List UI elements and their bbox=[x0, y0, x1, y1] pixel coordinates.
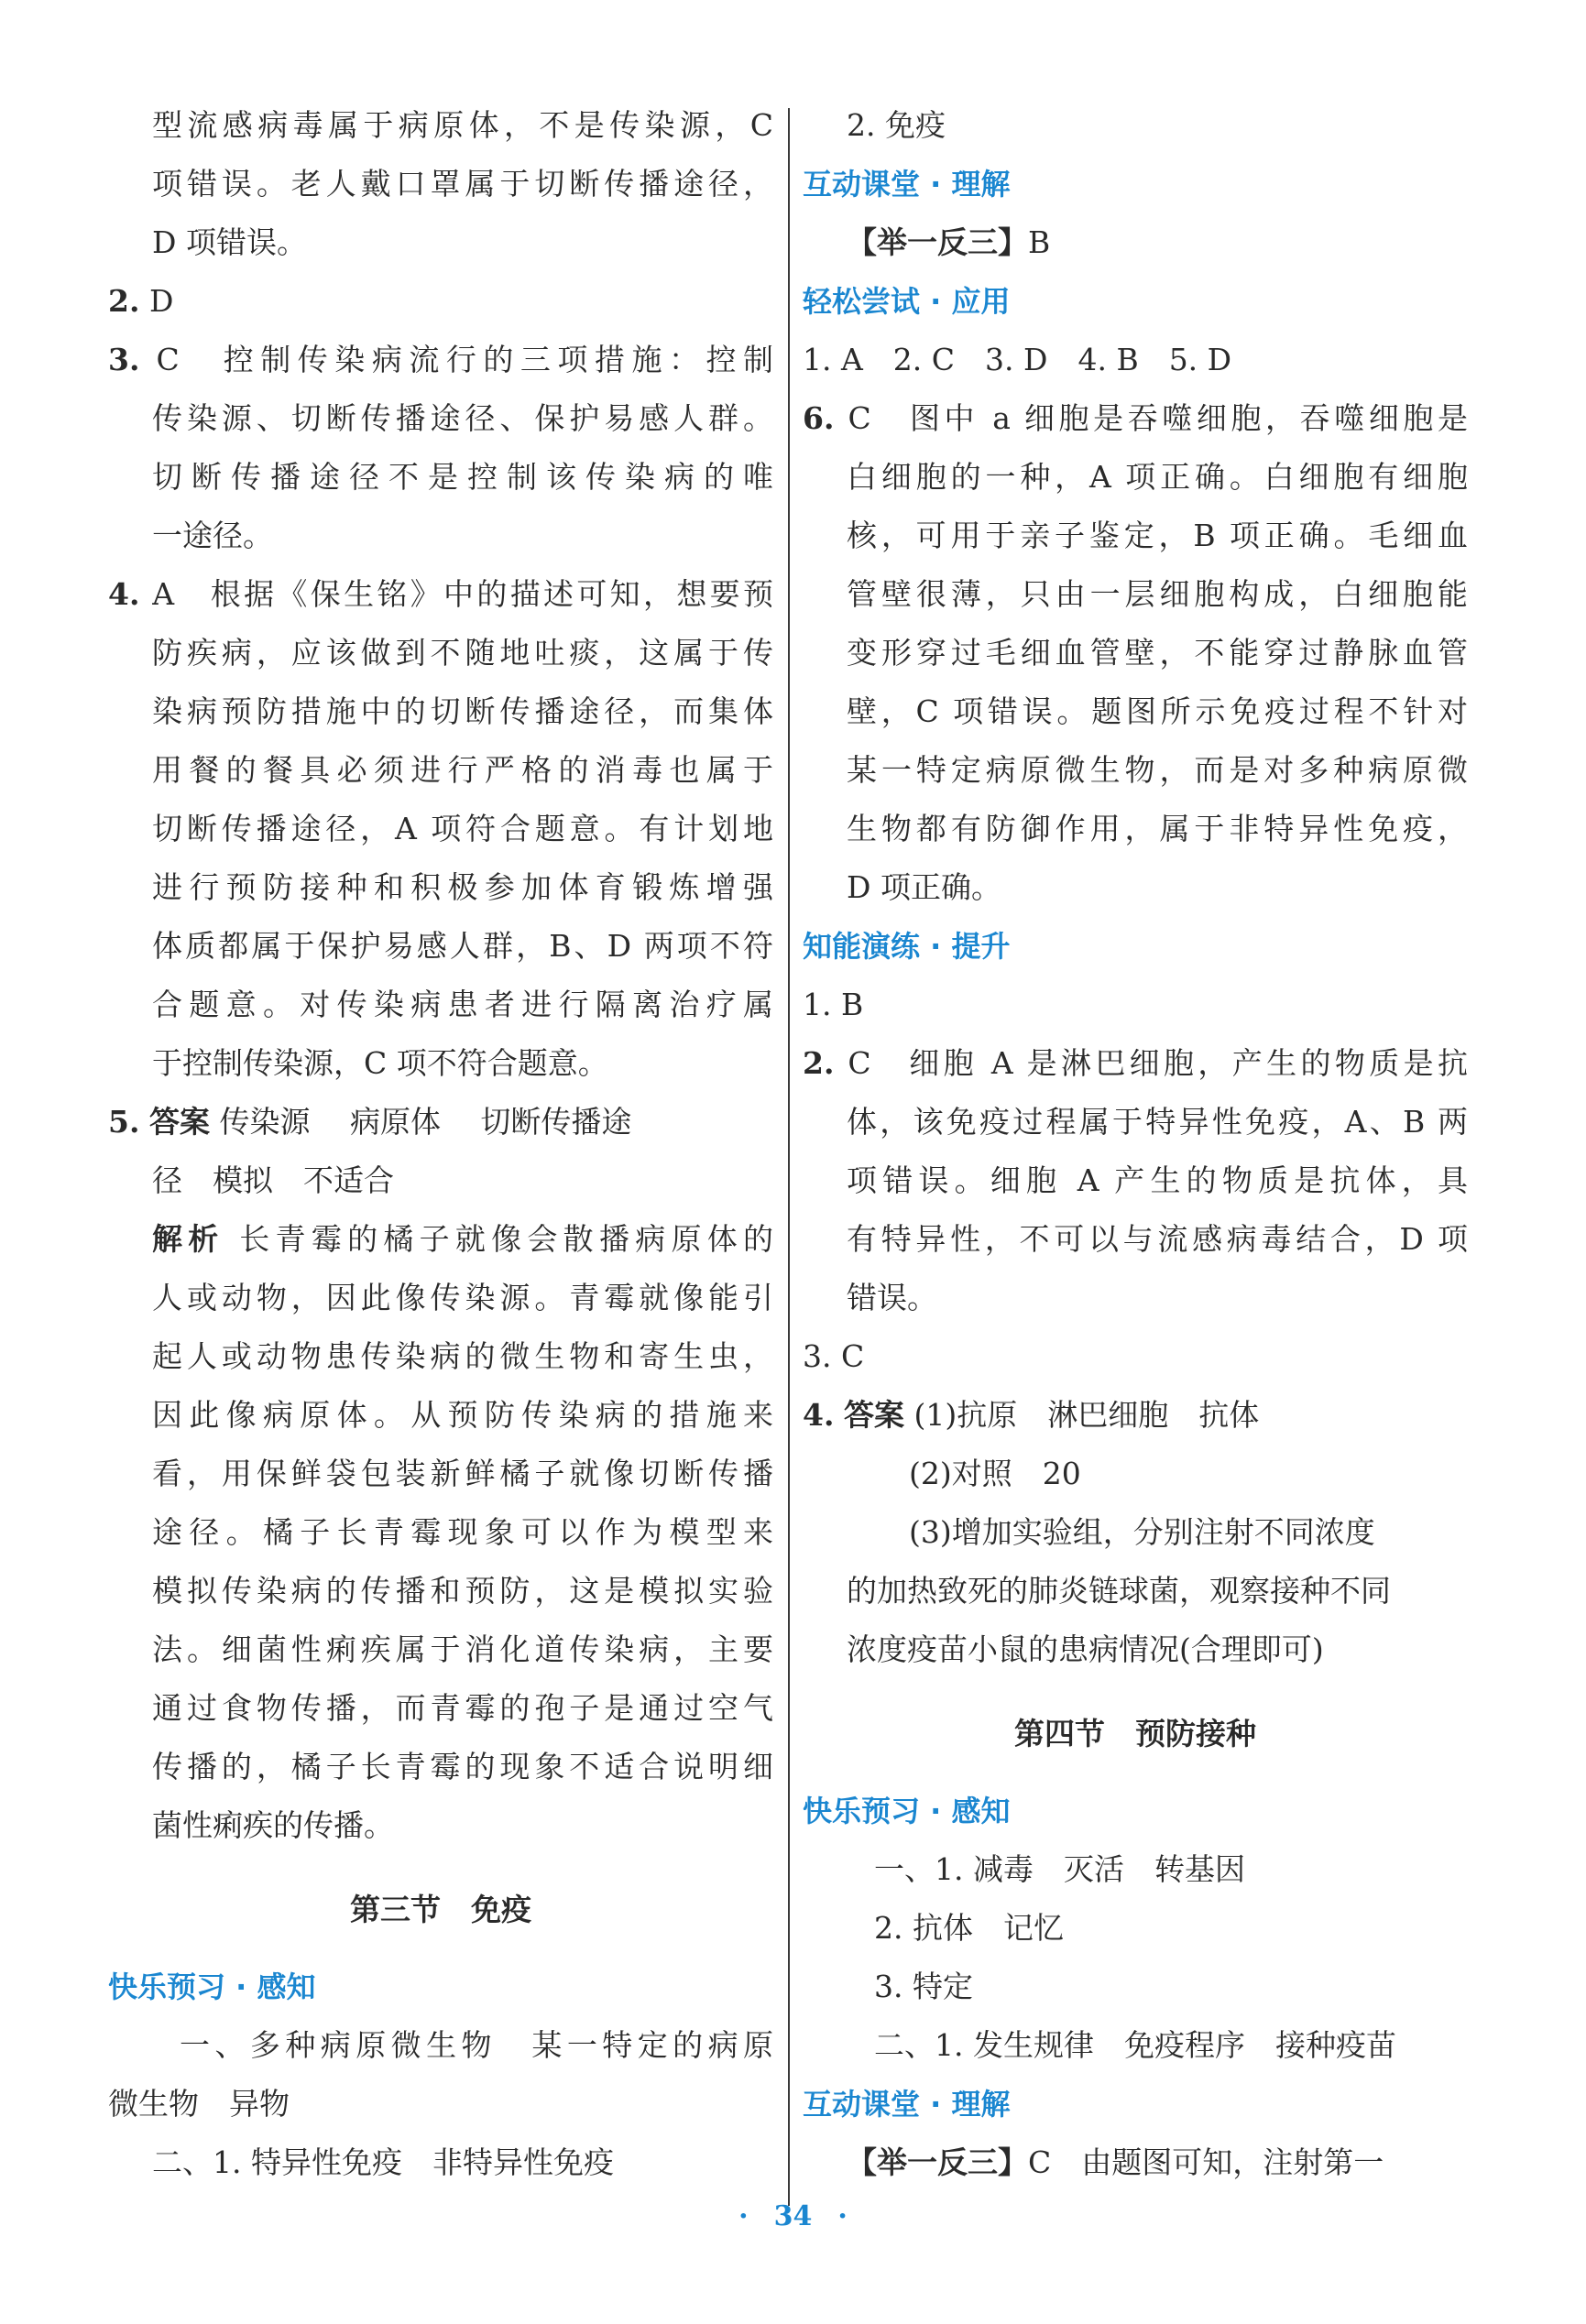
footer-dot: · bbox=[837, 2200, 848, 2232]
text-line: 进行预防接种和积极参加体育锻炼增强 bbox=[152, 869, 773, 905]
example-line: 【举一反三】B bbox=[847, 224, 1051, 260]
example-label: 【举一反三】 bbox=[847, 224, 1028, 260]
text-line: 微生物 异物 bbox=[108, 2086, 290, 2122]
item-number: 2. bbox=[108, 283, 140, 319]
text-line: 核，可用于亲子鉴定，B 项正确。毛细血 bbox=[847, 518, 1468, 553]
answer-item: 2. D bbox=[108, 283, 174, 319]
left-column bbox=[108, 96, 773, 2192]
item-number: 4. bbox=[803, 1397, 835, 1433]
text-line: 传染源、切断传播途径、保护易感人群。 bbox=[152, 400, 773, 436]
section-label-preview: 快乐预习 · 感知 bbox=[108, 1969, 316, 2004]
text-line: 切断传播途径不是控制该传染病的唯 bbox=[152, 459, 773, 495]
text-line: 浓度疫苗小鼠的患病情况(合理即可) bbox=[847, 1631, 1324, 1667]
footer-dot: · bbox=[738, 2200, 749, 2232]
answer-item: 2. C 细胞 A 是淋巴细胞，产生的物质是抗 bbox=[803, 1045, 1468, 1081]
item-number: 4. bbox=[108, 576, 140, 612]
answer-item: 1. B bbox=[803, 987, 864, 1022]
text-line: 因此像病原体。从预防传染病的措施来 bbox=[152, 1397, 773, 1433]
text-line: 径 模拟 不适合 bbox=[152, 1162, 394, 1198]
text-line: 防疾病，应该做到不随地吐痰，这属于传 bbox=[152, 635, 773, 671]
example-label: 【举一反三】 bbox=[847, 2144, 1028, 2180]
text-line: 管壁很薄，只由一层细胞构成，白细胞能 bbox=[847, 576, 1468, 612]
text-line: 一途径。 bbox=[152, 518, 273, 553]
text-line: 项错误。老人戴口罩属于切断传播途径， bbox=[152, 166, 773, 202]
text-line: D 项错误。 bbox=[152, 224, 307, 260]
analysis-label: 解析 bbox=[152, 1221, 224, 1257]
column-divider bbox=[788, 108, 790, 2206]
text-line: 二、1. 特异性免疫 非特异性免疫 bbox=[152, 2144, 614, 2180]
text-line: 体质都属于保护易感人群，B、D 两项不符 bbox=[152, 928, 773, 964]
text-line: 3. 特定 bbox=[874, 1969, 973, 2004]
text-line: (2)对照 20 bbox=[909, 1456, 1081, 1491]
text-line: 变形穿过毛细血管壁，不能穿过静脉血管 bbox=[847, 635, 1468, 671]
text-line: 体，该免疫过程属于特异性免疫，A、B 两 bbox=[847, 1104, 1468, 1140]
example-line: 【举一反三】C 由题图可知，注射第一 bbox=[847, 2144, 1384, 2180]
right-column bbox=[803, 96, 1468, 2192]
answer-item: 6. C 图中 a 细胞是吞噬细胞，吞噬细胞是 bbox=[803, 400, 1468, 436]
section-label-class: 互动课堂 · 理解 bbox=[803, 167, 1011, 202]
section-label-class: 互动课堂 · 理解 bbox=[803, 2087, 1011, 2122]
text-line: 切断传播途径，A 项符合题意。有计划地 bbox=[152, 811, 773, 846]
text-line: 有特异性，不可以与流感病毒结合，D 项 bbox=[847, 1221, 1468, 1257]
text-line: 起人或动物患传染病的微生物和寄生虫， bbox=[152, 1338, 773, 1374]
text-line: 2. 抗体 记忆 bbox=[874, 1910, 1064, 1946]
text-line: 用餐的餐具必须进行严格的消毒也属于 bbox=[152, 752, 773, 788]
section-label-preview: 快乐预习 · 感知 bbox=[803, 1794, 1011, 1828]
answer-item: 3. C 控制传染病流行的三项措施：控制 bbox=[108, 342, 773, 377]
text-line: 错误。 bbox=[847, 1280, 937, 1315]
text-line: 二、1. 发生规律 免疫程序 接种疫苗 bbox=[874, 2027, 1396, 2063]
text-line: 项错误。细胞 A 产生的物质是抗体，具 bbox=[847, 1162, 1468, 1198]
text-line: 途径。橘子长青霉现象可以作为模型来 bbox=[152, 1514, 773, 1550]
answer-item: 3. C bbox=[803, 1338, 865, 1374]
text-line: 一、1. 减毒 灭活 转基因 bbox=[874, 1851, 1245, 1887]
text-line: 的加热致死的肺炎链球菌，观察接种不同 bbox=[847, 1573, 1391, 1609]
text-line: 壁，C 项错误。题图所示免疫过程不针对 bbox=[847, 693, 1468, 729]
section-label-skill: 知能演练 · 提升 bbox=[803, 929, 1011, 964]
answer-item: 4. A 根据《保生铭》中的描述可知，想要预 bbox=[108, 576, 773, 612]
text-line: 型流感病毒属于病原体，不是传染源，C bbox=[152, 107, 773, 143]
text-line: 法。细菌性痢疾属于消化道传染病，主要 bbox=[152, 1631, 773, 1667]
section-heading: 第三节 免疫 bbox=[350, 1892, 531, 1927]
text-line: 合题意。对传染病患者进行隔离治疗属 bbox=[152, 987, 773, 1022]
answer-item: 5. 答案 传染源 病原体 切断传播途 bbox=[108, 1104, 632, 1140]
text-line: 生物都有防御作用，属于非特异性免疫， bbox=[847, 811, 1468, 846]
answer-list: 1. A 2. C 3. D 4. B 5. D bbox=[803, 342, 1232, 377]
text-line: D 项正确。 bbox=[847, 869, 1001, 905]
item-number: 6. bbox=[803, 400, 835, 436]
text-line: 传播的，橘子长青霉的现象不适合说明细 bbox=[152, 1749, 773, 1784]
text-line: 人或动物，因此像传染源。青霉就像能引 bbox=[152, 1280, 773, 1315]
item-number: 3. bbox=[108, 342, 140, 377]
text-line: 模拟传染病的传播和预防，这是模拟实验 bbox=[152, 1573, 773, 1609]
text-line: 看，用保鲜袋包装新鲜橘子就像切断传播 bbox=[152, 1456, 773, 1491]
section-heading: 第四节 预防接种 bbox=[1014, 1716, 1256, 1751]
text-line: 染病预防措施中的切断传播途径，而集体 bbox=[152, 693, 773, 729]
text-line: 于控制传染源，C 项不符合题意。 bbox=[152, 1045, 608, 1081]
analysis-line: 解析 长青霉的橘子就像会散播病原体的 bbox=[152, 1221, 773, 1257]
item-number: 2. bbox=[803, 1045, 835, 1081]
item-number: 5. bbox=[108, 1104, 140, 1140]
answer-label: 答案 bbox=[843, 1397, 904, 1433]
text-line: 白细胞的一种，A 项正确。白细胞有细胞 bbox=[847, 459, 1468, 495]
text-line: 通过食物传播，而青霉的孢子是通过空气 bbox=[152, 1690, 773, 1726]
page-footer bbox=[0, 2200, 1586, 2232]
text-line: (3)增加实验组，分别注射不同浓度 bbox=[909, 1514, 1375, 1550]
answer-item: 4. 答案 (1)抗原 淋巴细胞 抗体 bbox=[803, 1397, 1260, 1433]
text-line: 菌性痢疾的传播。 bbox=[152, 1807, 394, 1843]
text-line: 一、多种病原微生物 某一特定的病原 bbox=[180, 2027, 773, 2063]
answer-label: 答案 bbox=[148, 1104, 210, 1140]
section-label-try: 轻松尝试 · 应用 bbox=[803, 284, 1011, 319]
text-line: 某一特定病原微生物，而是对多种病原微 bbox=[847, 752, 1468, 788]
page-number: 34 bbox=[773, 2200, 813, 2232]
text-line: 2. 免疫 bbox=[847, 107, 946, 143]
